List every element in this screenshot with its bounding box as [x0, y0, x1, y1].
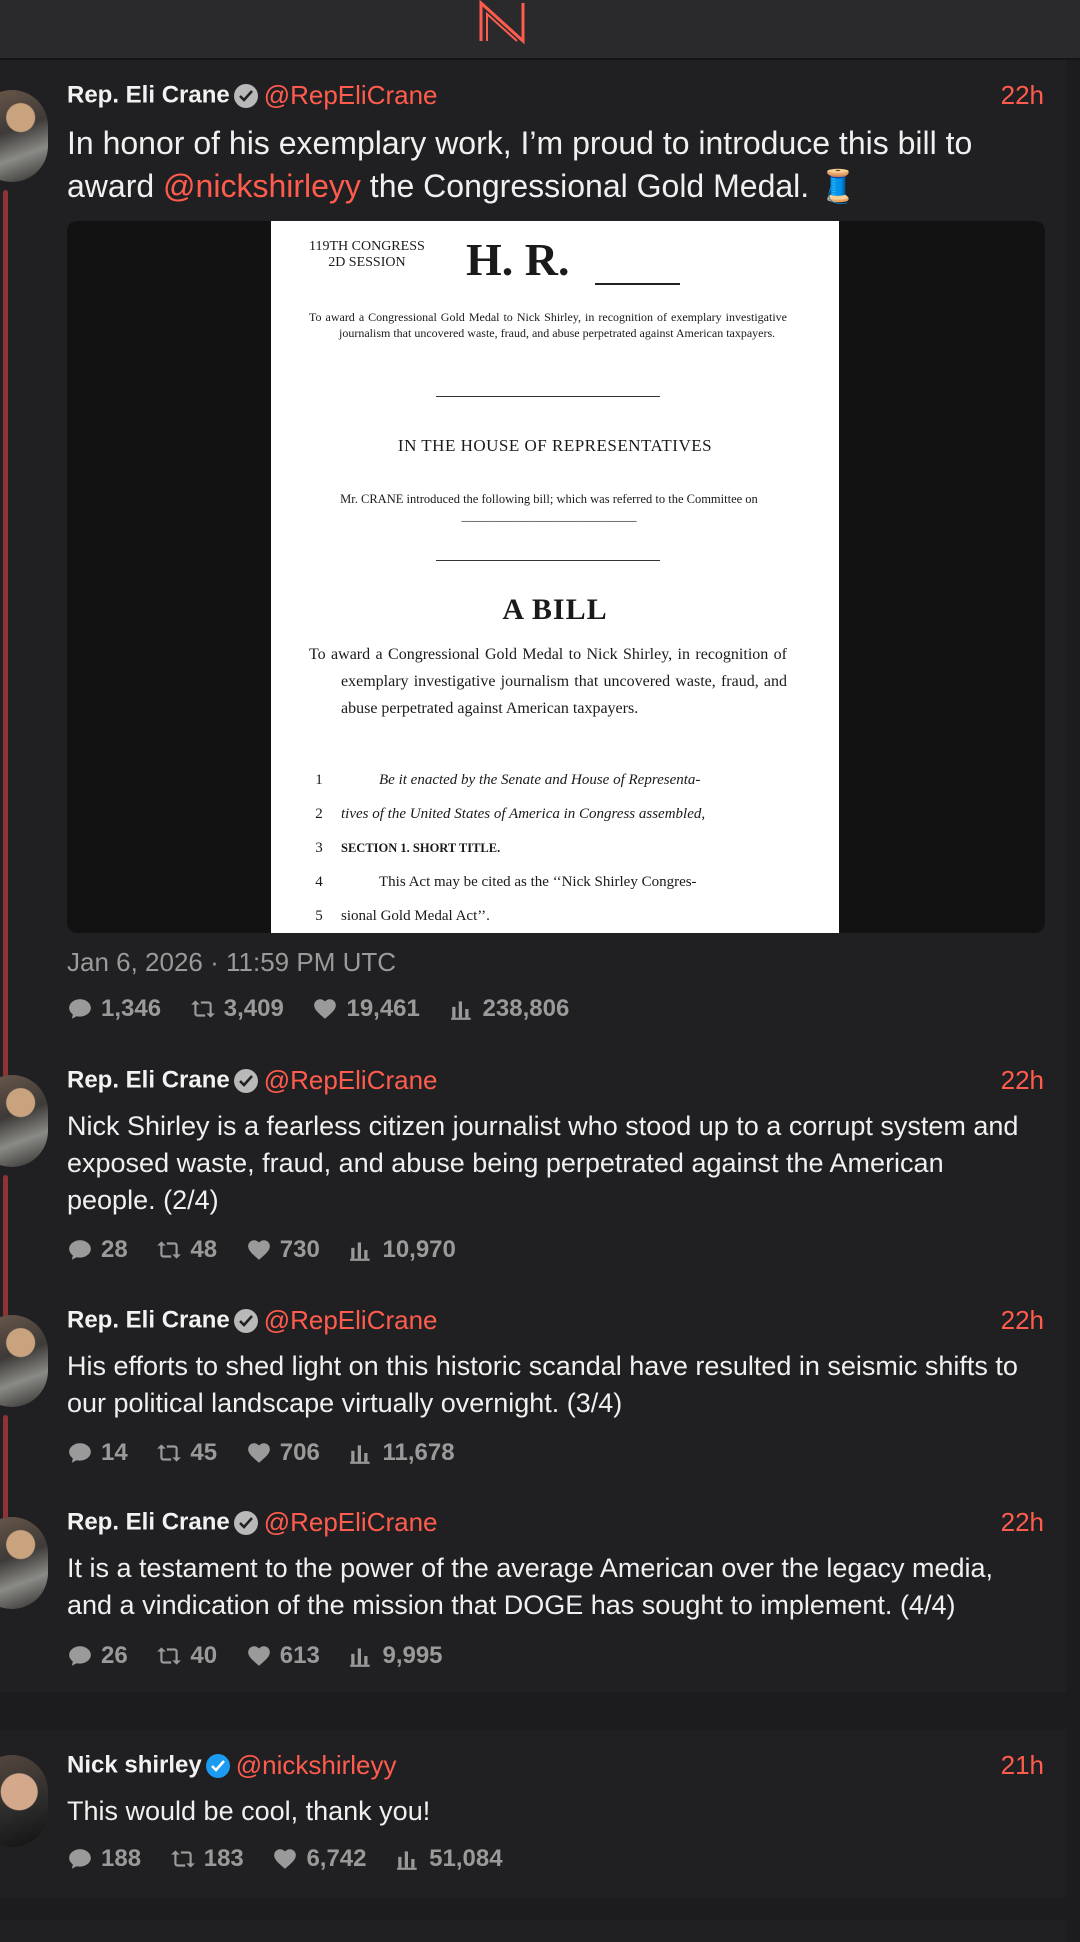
retweet-icon: [170, 1846, 196, 1872]
bill-heading: A BILL: [502, 593, 608, 626]
reply-card[interactable]: [0, 1730, 1066, 1898]
author-name[interactable]: Rep. Eli Crane: [67, 81, 230, 109]
tweet-header: [67, 80, 1044, 116]
tweet-image[interactable]: [67, 221, 1045, 933]
avatar[interactable]: [0, 90, 48, 182]
reply-icon: [67, 1440, 93, 1466]
reply-icon: [67, 1846, 93, 1872]
tweet-header: [67, 1507, 1044, 1543]
like-count[interactable]: 19,461: [312, 995, 419, 1023]
tweet-stats: [67, 994, 591, 1026]
like-count[interactable]: 613: [246, 1642, 320, 1670]
reply-icon: [67, 1643, 93, 1669]
author-handle[interactable]: @nickshirleyy: [235, 1750, 397, 1780]
bill-line: 1 Be it enacted by the Senate and House of Representa-: [315, 772, 701, 788]
author-name[interactable]: Nick shirley: [67, 1751, 202, 1779]
retweet-count[interactable]: 183: [170, 1845, 244, 1873]
views-icon: [348, 1237, 374, 1263]
avatar[interactable]: [0, 1075, 48, 1167]
author-handle[interactable]: @RepEliCrane: [263, 1065, 438, 1095]
views-icon: [348, 1440, 374, 1466]
view-count[interactable]: 238,806: [449, 995, 570, 1023]
like-count[interactable]: 706: [246, 1439, 320, 1467]
tweet-stats: [67, 1641, 465, 1673]
bill-chamber: IN THE HOUSE OF REPRESENTATIVES: [397, 436, 713, 455]
bill-document: [271, 221, 839, 933]
author-name[interactable]: Rep. Eli Crane: [67, 1306, 230, 1334]
reply-count[interactable]: 188: [67, 1845, 141, 1873]
thread-card: [0, 60, 1066, 1692]
mention-link[interactable]: @nickshirleyy: [163, 168, 361, 204]
retweet-count[interactable]: 40: [156, 1642, 217, 1670]
divider: [436, 396, 660, 397]
retweet-icon: [156, 1440, 182, 1466]
retweet-count[interactable]: 3,409: [190, 995, 284, 1023]
tweet-header: [67, 1750, 1044, 1786]
retweet-icon: [156, 1237, 182, 1263]
tweet-header: [67, 1305, 1044, 1341]
retweet-icon: [190, 996, 216, 1022]
divider: [436, 560, 660, 561]
tweet-text: His efforts to shed light on this historic scandal have resulted in seismic shifts to our political landscape virtually overnight. (3/4): [67, 1351, 1018, 1418]
reply-count[interactable]: 28: [67, 1236, 128, 1264]
tweet-time[interactable]: 22h: [1000, 1507, 1044, 1537]
tweet-stats: [67, 1235, 478, 1267]
nitter-logo[interactable]: [477, 0, 527, 44]
like-count[interactable]: 6,742: [272, 1845, 366, 1873]
bill-line: 4 This Act may be cited as the ‘‘Nick Shirley Congres-: [315, 874, 697, 890]
next-card: [0, 1920, 1066, 1942]
heart-icon: [246, 1440, 272, 1466]
tweet-stats: [67, 1438, 477, 1470]
heart-icon: [246, 1237, 272, 1263]
heart-icon: [312, 996, 338, 1022]
verified-government-badge-icon: [234, 1069, 258, 1093]
reply-count[interactable]: 1,346: [67, 995, 161, 1023]
reply-count[interactable]: 26: [67, 1642, 128, 1670]
top-bar: [0, 0, 1080, 60]
avatar[interactable]: [0, 1315, 48, 1407]
reply-icon: [67, 1237, 93, 1263]
retweet-count[interactable]: 48: [156, 1236, 217, 1264]
bill-number: H. R.: [466, 234, 570, 285]
verified-badge-icon: [206, 1754, 230, 1778]
retweet-count[interactable]: 45: [156, 1439, 217, 1467]
author-handle[interactable]: @RepEliCrane: [263, 1507, 438, 1537]
avatar[interactable]: [0, 1755, 48, 1847]
bill-introduction: Mr. CRANE introduced the following bill; which was referred to the Committee on ____________________________: [340, 492, 758, 523]
bill-long-title: To award a Congressional Gold Medal to Nick Shirley, in recognition of exemplary investigative journalism that uncovered waste, fraud, and abuse perpetrated against American taxpayers.: [309, 646, 787, 717]
author-handle[interactable]: @RepEliCrane: [263, 80, 438, 110]
bill-line: 3 SECTION 1. SHORT TITLE.: [315, 840, 501, 856]
tweet-time[interactable]: 22h: [1000, 80, 1044, 110]
view-count[interactable]: 11,678: [348, 1439, 454, 1467]
view-count[interactable]: 10,970: [348, 1236, 455, 1264]
bill-short-title: To award a Congressional Gold Medal to Nick Shirley, in recognition of exemplary investigative journalism that uncovered waste, fraud, and abuse perpetrated against American taxpayers.: [309, 310, 787, 340]
verified-government-badge-icon: [234, 84, 258, 108]
verified-government-badge-icon: [234, 1309, 258, 1333]
tweet-text: Nick Shirley is a fearless citizen journalist who stood up to a corrupt system and exposed waste, fraud, and abuse being perpetrated against the American people. (2/4): [67, 1111, 1019, 1215]
tweet-time[interactable]: 21h: [1000, 1750, 1044, 1780]
retweet-icon: [156, 1643, 182, 1669]
author-name[interactable]: Rep. Eli Crane: [67, 1508, 230, 1536]
tweet-time[interactable]: 22h: [1000, 1065, 1044, 1095]
tweet-stats: [67, 1844, 525, 1876]
bill-lines: [309, 763, 787, 933]
reply-icon: [67, 996, 93, 1022]
tweet-time[interactable]: 22h: [1000, 1305, 1044, 1335]
tweet-date[interactable]: Jan 6, 2026 · 11:59 PM UTC: [67, 947, 397, 977]
views-icon: [348, 1643, 374, 1669]
views-icon: [449, 996, 475, 1022]
heart-icon: [246, 1643, 272, 1669]
bill-congress: 119TH CONGRESS 2D SESSION: [309, 239, 425, 270]
bill-line: 5 sional Gold Medal Act’’.: [315, 908, 490, 924]
view-count[interactable]: 51,084: [395, 1845, 502, 1873]
verified-government-badge-icon: [234, 1511, 258, 1535]
reply-count[interactable]: 14: [67, 1439, 128, 1467]
author-name[interactable]: Rep. Eli Crane: [67, 1066, 230, 1094]
like-count[interactable]: 730: [246, 1236, 320, 1264]
tweet-text: In honor of his exemplary work, I’m proud to introduce this bill to award @nickshirleyy the Congressional Gold Medal. 🧵: [67, 125, 973, 204]
bill-line: 2 tives of the United States of America in Congress assembled,: [315, 806, 706, 822]
bill-number-blank: [595, 283, 680, 285]
thread-line: [3, 190, 8, 1120]
views-icon: [395, 1846, 421, 1872]
view-count[interactable]: 9,995: [348, 1642, 442, 1670]
tweet-text: This would be cool, thank you!: [67, 1796, 431, 1826]
tweet-text: It is a testament to the power of the average American over the legacy media, and a vindication of the mission that DOGE has sought to implement. (4/4): [67, 1553, 994, 1620]
tweet-header: [67, 1065, 1044, 1101]
author-handle[interactable]: @RepEliCrane: [263, 1305, 438, 1335]
avatar[interactable]: [0, 1517, 48, 1609]
heart-icon: [272, 1846, 298, 1872]
